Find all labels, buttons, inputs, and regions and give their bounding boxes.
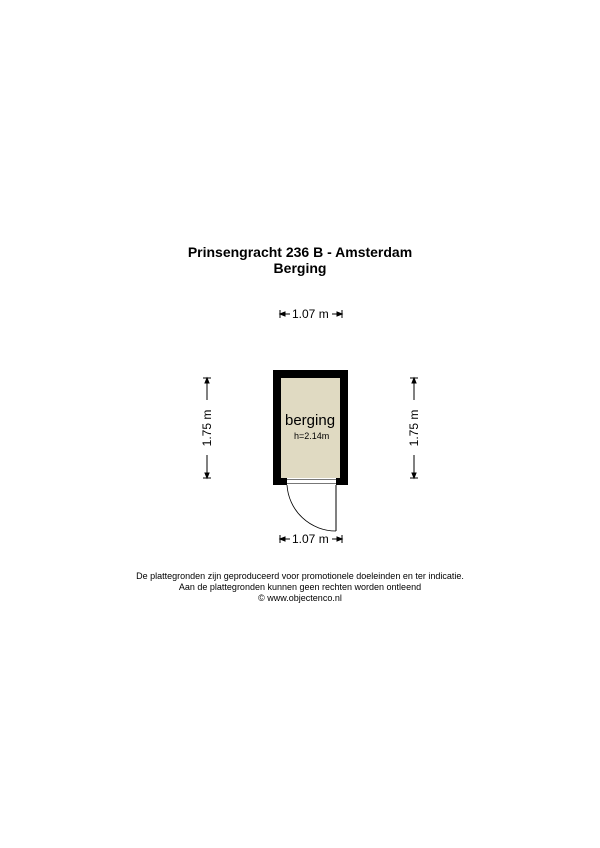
bottom-dimension-label: 1.07 m: [292, 532, 329, 546]
room-label: berging: [285, 412, 336, 429]
disclaimer-line-2: Aan de plattegronden kunnen geen rechten worden ontleend: [178, 582, 422, 592]
top-dimension-label: 1.07 m: [292, 307, 329, 321]
left-dimension-label: 1.75 m: [200, 409, 214, 447]
plan-title: Prinsengracht 236 B - Amsterdam: [187, 244, 413, 260]
door-swing-arc: [287, 485, 336, 531]
plan-subtitle: Berging: [273, 260, 327, 276]
right-dimension-label: 1.75 m: [407, 409, 421, 447]
disclaimer-line-1: De plattegronden zijn geproduceerd voor promotionele doeleinden en ter indicatie.: [136, 571, 464, 581]
copyright-link[interactable]: © www.objectenco.nl: [258, 593, 342, 603]
room-height-label: h=2.14m: [294, 431, 330, 441]
